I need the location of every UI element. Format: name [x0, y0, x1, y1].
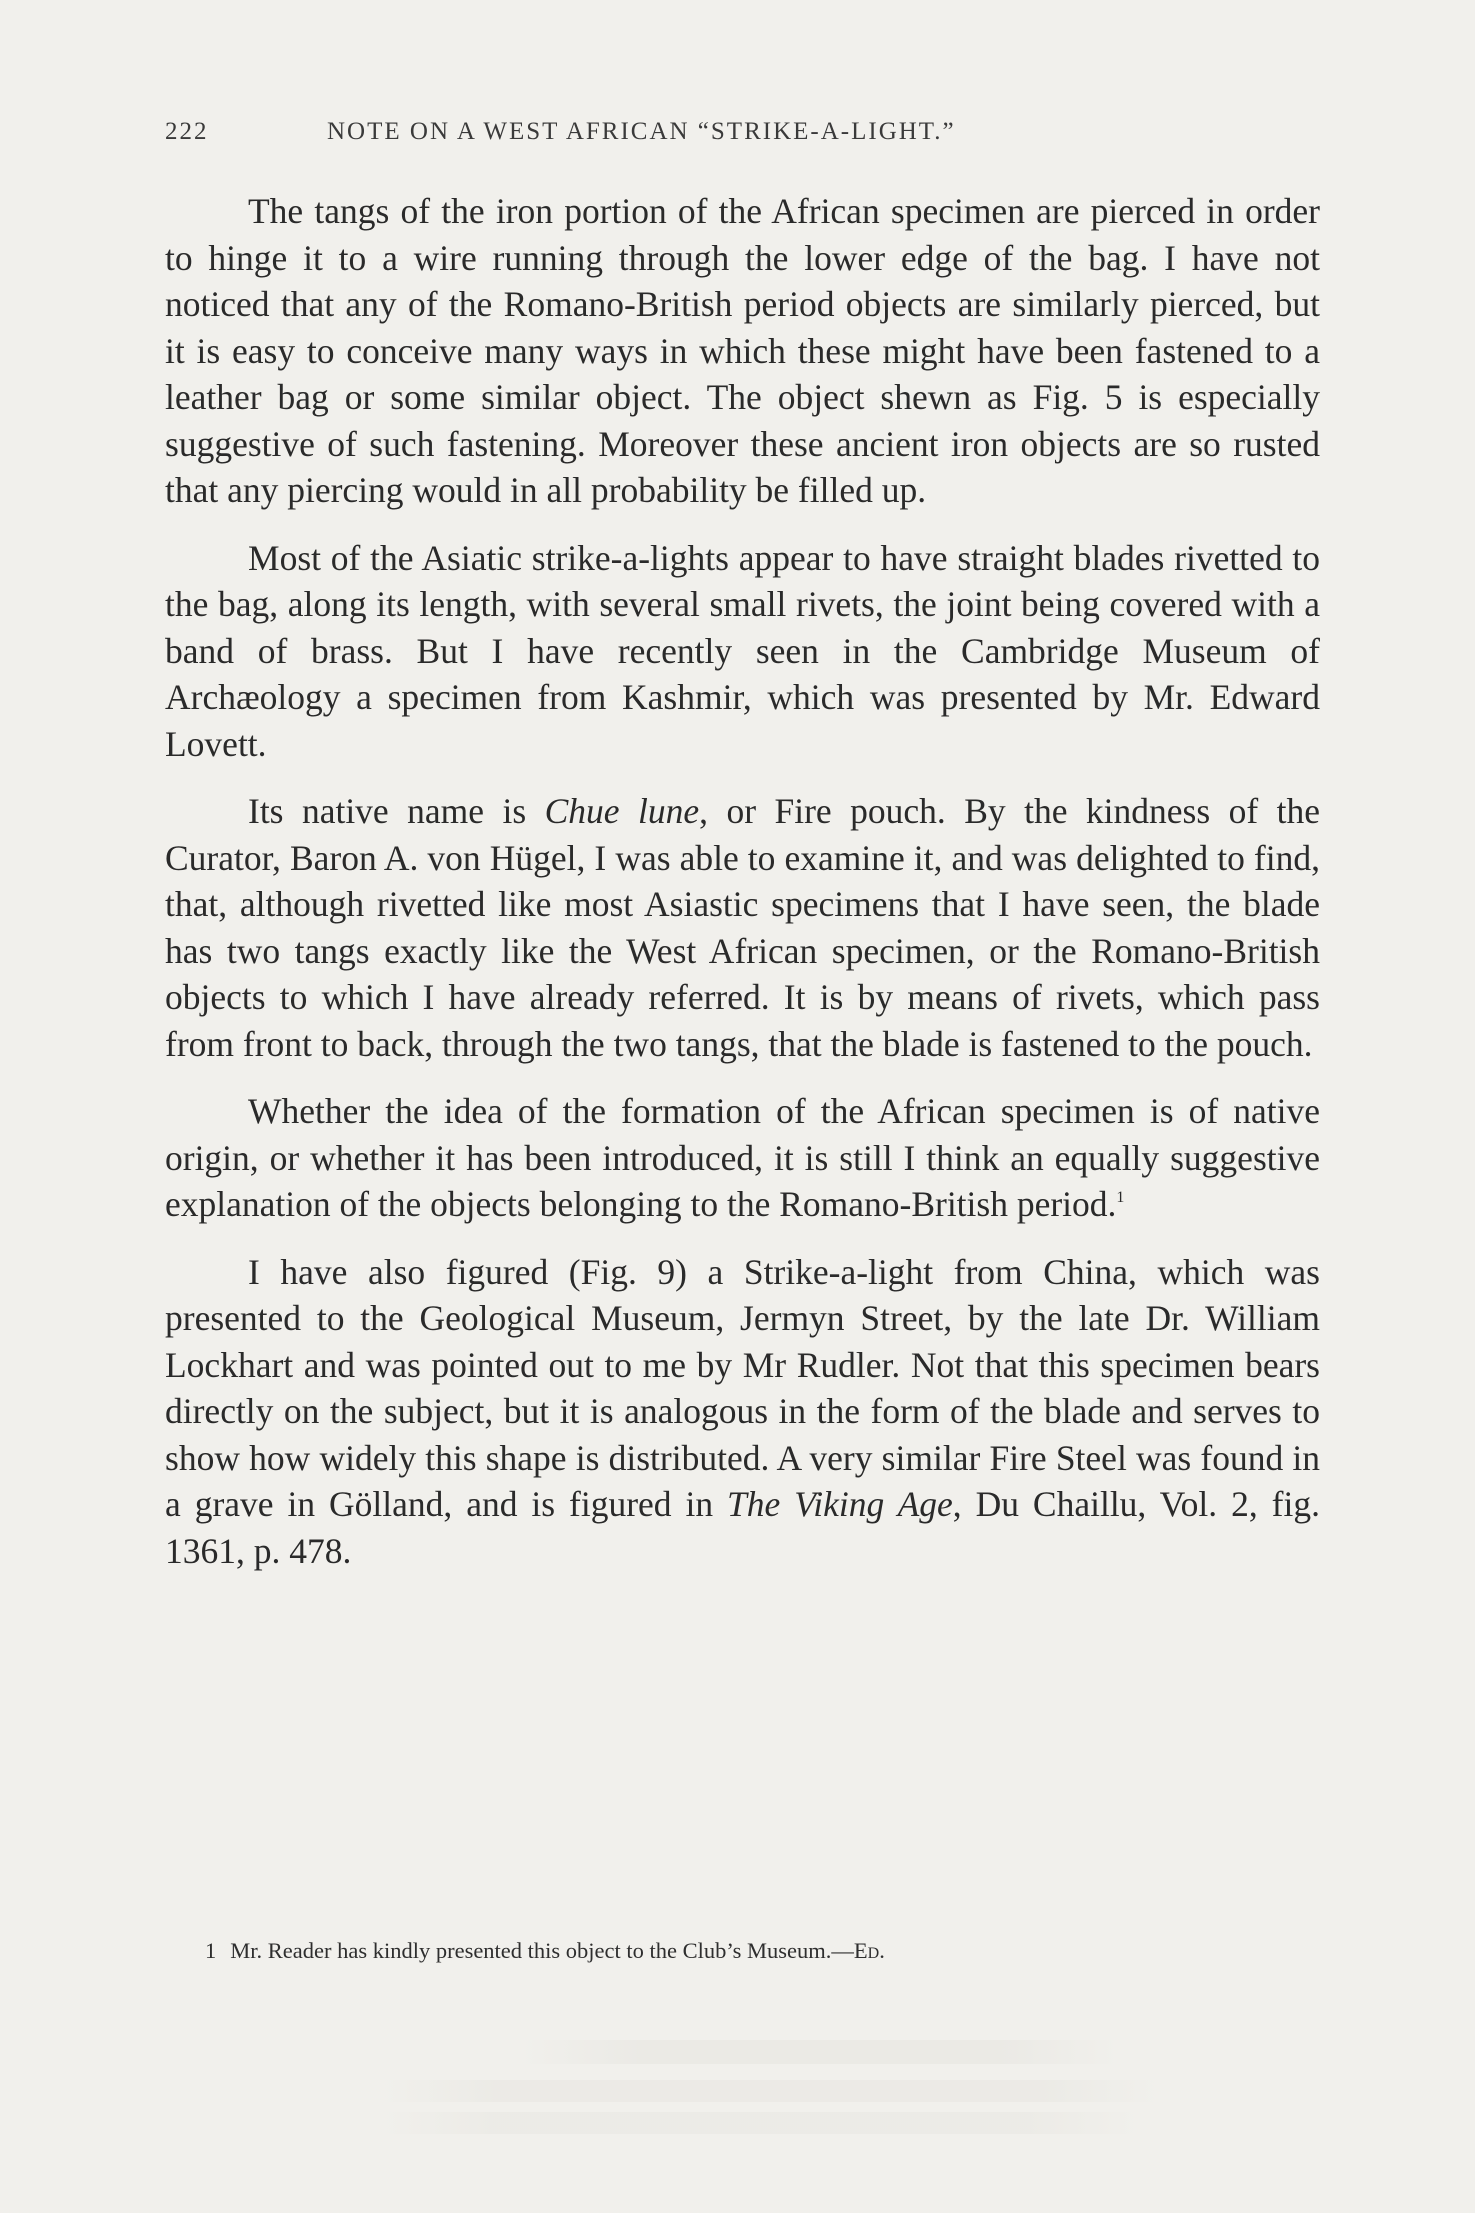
paragraph-3 — [165, 788, 1320, 1067]
paragraph-5-text: I have also figured (Fig. 9) a Strike-a-light from China, which was presented to the Geological Museum, Jermyn Street, by the late Dr. William Lockhart and was pointed out to me by Mr Rudler. Not that this specimen bears directly on the subject, but it is analogous in the form of the blade and serves to show how widely this shape is distributed. A very similar Fire Steel was found in a grave in Gölland, and is figured in — [165, 1251, 1320, 1524]
paragraph-5 — [165, 1249, 1320, 1575]
running-title: NOTE ON A WEST AFRICAN “STRIKE-A-LIGHT.” — [327, 118, 956, 145]
running-head — [165, 118, 1325, 158]
show-through-mark — [380, 2080, 1160, 2102]
show-through-mark — [380, 2112, 1140, 2134]
footnote — [205, 1936, 1305, 1966]
paragraph-4 — [165, 1088, 1320, 1228]
footnote-reference: 1 — [1116, 1189, 1125, 1206]
book-title: The Viking Age — [727, 1484, 953, 1524]
paragraph-2: Most of the Asiatic strike-a-lights appear to have straight blades rivetted to the bag, along its length, with several small rivets, the joint being covered with a band of brass. But I have recently seen in the Cambridge Museum of Archæology a specimen from Kashmir, which was presented by Mr. Edward Lovett. — [165, 537, 1320, 764]
footnote-text: Mr. Reader has kindly presented this object to the Club’s Museum.— — [230, 1938, 854, 1963]
body-text — [165, 188, 1320, 1574]
page-number: 222 — [165, 118, 209, 145]
native-name: Chue lune — [544, 791, 700, 831]
show-through-mark — [520, 2040, 1120, 2064]
footnote-signature: Ed. — [853, 1938, 885, 1963]
paragraph-3-rest: , or Fire pouch. By the kindness of the Curator, Baron A. von Hügel, I was able to examine it, and was delighted to find, that, although rivetted like most Asiastic specimens that I have seen, the blade has two tangs exactly like the West African specimen, or the Romano-British objects to which I have already referred. It is by means of rivets, which pass from front to back, through the two tangs, that the blade is fastened to the pouch. — [165, 791, 1320, 1064]
paragraph-5-citation: , Du Chaillu, Vol. 2, fig. 1361, p. 478. — [165, 1484, 1320, 1571]
paragraph-4-text: Whether the idea of the formation of the African specimen is of native origin, or whether it has been introduced, it is still I think an equally suggestive explanation of the objects belonging to the Romano-British period. — [165, 1091, 1320, 1224]
paragraph-1: The tangs of the iron portion of the African specimen are pierced in order to hinge it to a wire running through the lower edge of the bag. I have not noticed that any of the Romano-British period objects are similarly pierced, but it is easy to conceive many ways in which these might have been fastened to a leather bag or some similar object. The object shewn as Fig. 5 is especially suggestive of such fastening. Moreover these ancient iron objects are so rusted that any piercing would in all probability be filled up. — [165, 191, 1320, 510]
paragraph-3-lead: Its native name is — [248, 791, 545, 831]
footnote-marker: 1 — [205, 1938, 217, 1963]
